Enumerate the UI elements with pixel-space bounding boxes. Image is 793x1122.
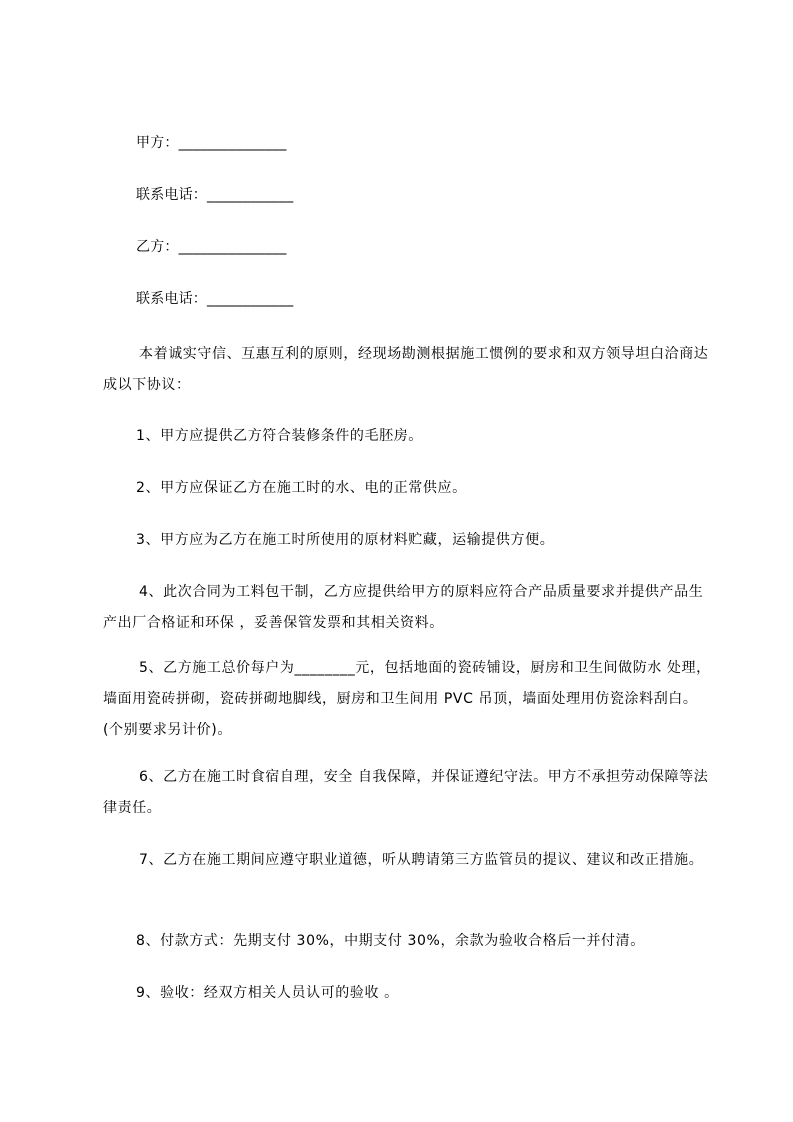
clause-1: 1、甲方应提供乙方符合装修条件的毛胚房。 [136,428,423,444]
clause-3: 3、甲方应为乙方在施工时所使用的原材料贮藏，运输提供方便。 [136,532,555,548]
party-b-field: 乙方：_______________ [136,239,287,255]
clause-8: 8、付款方式：先期支付 30%，中期支付 30%，余款为验收合格后一并付清。 [136,933,645,949]
clause-4: 4、此次合同为工料包干制，乙方应提供给甲方的原料应符合产品质量要求并提供产品生产出厂合格证和环保 ，妥善保管发票和其相关资料。 [103,584,704,631]
party-b-phone-field: 联系电话：____________ [136,291,294,307]
clause-7: 7、乙方在施工期间应遵守职业道德，听从聘请第三方监管员的提议、建议和改正措施。 [139,852,704,868]
intro-paragraph: 本着诚实守信、互惠互利的原则，经现场勘测根据施工惯例的要求和双方领导坦白洽商达成以下协议： [103,346,709,393]
clause-2: 2、甲方应保证乙方在施工时的水、电的正常供应。 [136,480,467,496]
party-a-field: 甲方：_______________ [136,135,287,151]
clause-9: 9、验收：经双方相关人员认可的验收 。 [136,985,399,1001]
clause-6: 6、乙方在施工时食宿自理，安全 自我保障，并保证遵纪守法。甲方不承担劳动保障等法律责任。 [103,769,709,816]
clause-5: 5、乙方施工总价每户为________元，包括地面的瓷砖铺设，厨房和卫生间做防水 处理，墙面用瓷砖拼砌，瓷砖拼砌地脚线，厨房和卫生间用 PVC 吊顶，墙面处理用仿瓷涂料刮白。(个别要求另计价)。 [103,660,711,738]
party-a-phone-field: 联系电话：____________ [136,187,294,203]
